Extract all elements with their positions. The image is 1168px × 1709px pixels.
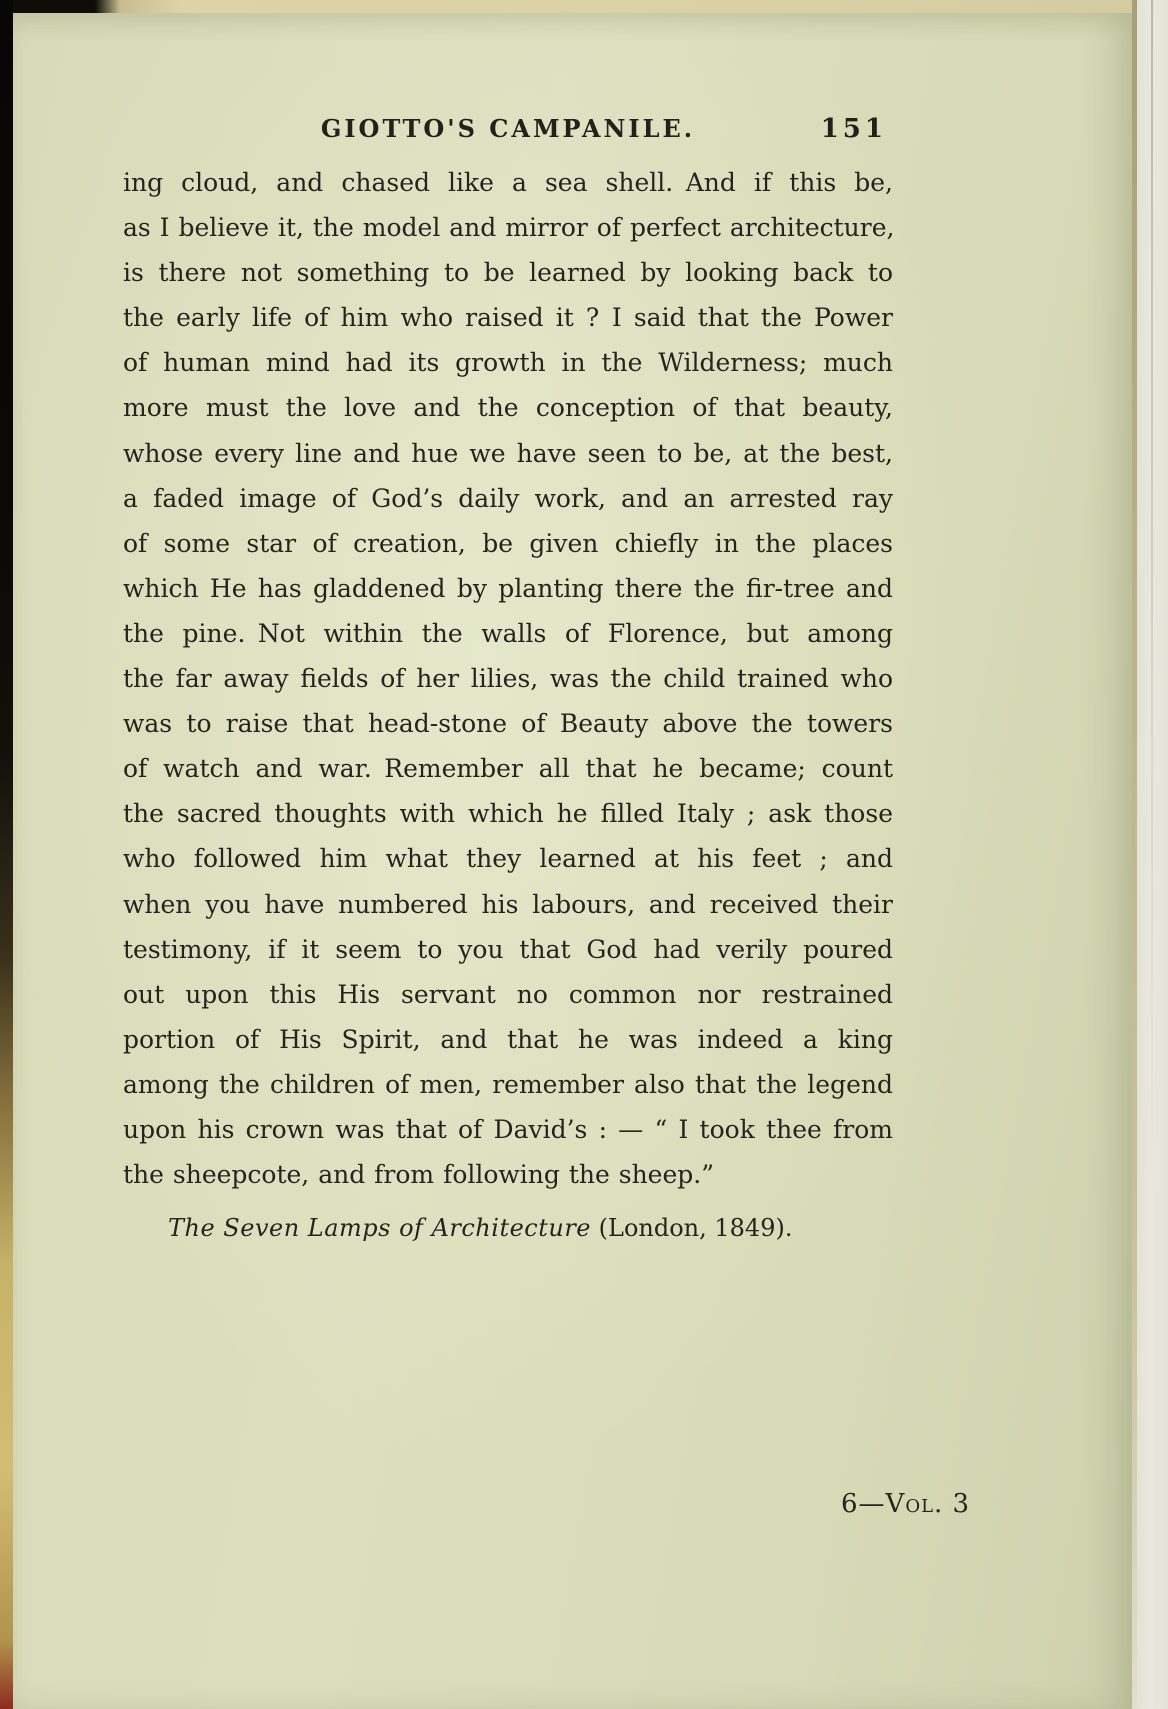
printers-signature: 6—Vol. 3: [841, 1489, 971, 1519]
text-line: who followed him what they learned at his feet ; and: [123, 844, 893, 874]
running-head: [123, 108, 893, 150]
text-line: when you have numbered his labours, and received their: [123, 889, 893, 919]
text-line: the sacred thoughts with which he filled Italy ; ask those: [123, 799, 893, 829]
text-line: ing cloud, and chased like a sea shell. And if this be,: [123, 168, 893, 197]
text-line: testimony, if it seem to you that God had verily poured: [123, 934, 893, 964]
text-line: the far away fields of her lilies, was the child trained who: [123, 664, 893, 694]
text-line: the early life of him who raised it ? I said that the Power: [123, 303, 893, 333]
text-line: more must the love and the conception of that beauty,: [123, 393, 893, 423]
text-line: among the children of men, remember also that the legend: [123, 1069, 893, 1099]
text-line: of some star of creation, be given chiefly in the places: [123, 528, 893, 558]
text-line: of human mind had its growth in the Wilderness; much: [123, 348, 893, 378]
text-line: out upon this His servant no common nor restrained: [123, 979, 893, 1009]
text-line: was to raise that head-stone of Beauty above the towers: [123, 709, 893, 739]
text-line: as I believe it, the model and mirror of perfect architecture,: [123, 213, 895, 243]
text-line: whose every line and hue we have seen to be, at the best,: [123, 438, 893, 468]
text-line: the pine. Not within the walls of Florence, but among: [123, 618, 893, 648]
top-page-edge: [0, 0, 1168, 13]
text-line: the sheepcote, and from following the sheep.”: [123, 1160, 714, 1190]
text-line: portion of His Spirit, and that he was indeed a king: [123, 1024, 893, 1054]
text-line: upon his crown was that of David’s : — “ I took thee from: [123, 1114, 893, 1144]
page-title: GIOTTO'S CAMPANILE.: [320, 114, 696, 143]
body-text: [123, 160, 893, 1197]
source-citation: [168, 1214, 792, 1242]
text-line: of watch and war. Remember all that he became; count: [123, 754, 893, 784]
page-number: 151: [820, 114, 887, 144]
text-line: which He has gladdened by planting there the fir-tree and: [123, 573, 893, 603]
page-surface: [13, 12, 1132, 1709]
citation-work-title: The Seven Lamps of Architecture: [168, 1214, 592, 1242]
citation-imprint: (London, 1849).: [591, 1214, 793, 1242]
text-line: is there not something to be learned by looking back to: [123, 258, 893, 288]
page-edge-seam: [1151, 0, 1153, 1196]
spine-edge: [0, 0, 13, 1709]
text-line: a faded image of God’s daily work, and an arrested ray: [123, 483, 893, 513]
right-page-edge: [1137, 0, 1168, 1709]
